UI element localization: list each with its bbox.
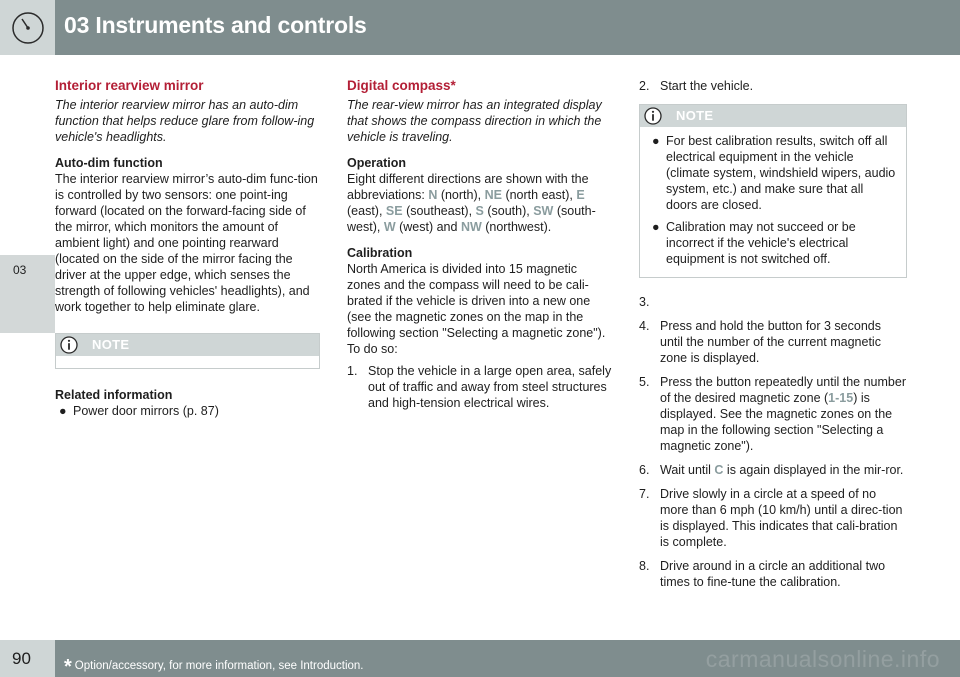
page-number-box — [0, 640, 55, 677]
column-middle — [347, 78, 612, 419]
step-number: 8. — [639, 559, 650, 573]
column-right — [639, 78, 907, 598]
subheading-auto-dim: Auto-dim function — [55, 156, 163, 170]
step-8 — [639, 558, 907, 590]
section-title-digital-compass: Digital compass* — [347, 78, 456, 93]
section-intro: The rear-view mirror has an integrated display that shows the compass direction in which the vehicle is traveling. — [347, 98, 602, 144]
subheading-operation: Operation — [347, 156, 407, 170]
note-body — [56, 356, 319, 368]
section-intro: The interior rearview mirror has an auto-dim function that helps reduce glare from follow-ing vehicle's headlights. — [55, 98, 315, 144]
direction-label: (northwest). — [481, 220, 552, 234]
note-list — [648, 133, 898, 267]
step-2 — [639, 78, 907, 94]
header-icon-box — [0, 0, 55, 55]
note-box — [639, 104, 907, 278]
direction-label: (west) and — [395, 220, 461, 234]
step-text: ) is displayed. See the magnetic zones on the map in the following section "Selecting a magnetic zone"). — [660, 391, 893, 453]
step-7 — [639, 486, 907, 550]
step-text: Drive around in a circle an additional two times to fine-tune the calibration. — [660, 559, 886, 589]
note-header — [640, 105, 906, 127]
step-text: Press and hold the button for 3 seconds until the number of the current magnetic zone is displayed. — [660, 319, 881, 365]
side-bar — [0, 55, 55, 640]
note-box — [55, 333, 320, 369]
bullet-icon: ● — [652, 220, 660, 234]
direction-abbr: SE — [385, 204, 403, 218]
step-text: Stop the vehicle in a large open area, safely out of traffic and away from steel structures and high-tension electrical wires. — [368, 364, 612, 410]
direction-label: (southeast), — [402, 204, 476, 218]
operation-text: Eight different directions are shown with the abbreviations: — [347, 172, 589, 202]
note-item-text: For best calibration results, switch off all electrical equipment in the vehicle (climate system, windshield wipers, audio system, etc.) and make sure that all doors are closed. — [666, 134, 896, 212]
direction-abbr: S — [475, 204, 484, 218]
step-number: 6. — [639, 463, 650, 477]
speedometer-icon — [9, 9, 47, 47]
direction-label: (north east), — [501, 188, 577, 202]
step-number: 2. — [639, 79, 650, 93]
related-link-power-door-mirrors[interactable] — [55, 403, 320, 419]
direction-abbr: SW — [533, 204, 554, 218]
step-text: Drive slowly in a circle at a speed of no more than 6 mph (10 km/h) until a direc-tion is displayed. This indicates that cali-bration is complete. — [660, 487, 903, 549]
step-4 — [639, 318, 907, 366]
page-footer — [0, 640, 960, 677]
step-text: Start the vehicle. — [660, 79, 754, 93]
step-text: is again displayed in the mir-ror. — [723, 463, 904, 477]
note-label: NOTE — [92, 337, 130, 352]
step-number: 5. — [639, 375, 650, 389]
step-5 — [639, 374, 907, 454]
footnote-text: Option/accessory, for more information, see Introduction. — [74, 660, 364, 672]
step-6 — [639, 462, 907, 478]
calibration-steps — [347, 363, 612, 411]
chapter-tab-label: 03 — [13, 263, 27, 277]
page-number: 90 — [12, 649, 31, 668]
operation-body — [347, 171, 612, 235]
direction-label: (east), — [347, 204, 386, 218]
column-left — [55, 78, 320, 425]
related-info-heading: Related information — [55, 388, 173, 402]
page-header — [0, 0, 960, 55]
subheading-calibration: Calibration — [347, 246, 413, 260]
note-item-text: Calibration may not succeed or be incorrect if the vehicle's electrical equipment is not switched off. — [666, 220, 856, 266]
calibration-indicator-c: C — [714, 463, 724, 477]
bullet-icon: ● — [652, 134, 660, 148]
step-number: 3. — [639, 295, 650, 309]
info-icon — [644, 107, 662, 125]
direction-label: (north), — [437, 188, 485, 202]
section-title-rearview-mirror: Interior rearview mirror — [55, 78, 204, 93]
note-item — [648, 133, 898, 213]
note-header — [56, 334, 319, 356]
zone-range: 1-15 — [828, 391, 854, 405]
bullet-icon: ● — [59, 404, 67, 418]
step-3 — [639, 294, 907, 310]
calibration-steps-continued — [639, 78, 907, 94]
info-icon — [60, 336, 78, 354]
related-link-text: Power door mirrors (p. 87) — [73, 404, 219, 418]
note-label: NOTE — [676, 108, 714, 123]
note-item — [648, 219, 898, 267]
step-number: 1. — [347, 364, 358, 378]
footer-footnote — [64, 652, 364, 675]
direction-abbr: W — [383, 220, 396, 234]
direction-label: (south-west), — [347, 204, 596, 234]
note-body — [640, 127, 906, 277]
auto-dim-body: The interior rearview mirror’s auto-dim func-tion is controlled by two sensors: one point-ing forward (located on the forward-facing side of the mirror, which monitors the amount of ambient light) and one pointing rearward (located on the side of the mirror facing the driver at the upper edge, which senses the strength of following vehicles' headlights), and work together to help eliminate glare. — [55, 172, 318, 314]
page-title: 03 Instruments and controls — [64, 12, 367, 38]
step-text: Press the button repeatedly until the number of the desired magnetic zone ( — [660, 375, 906, 405]
step-number: 7. — [639, 487, 650, 501]
direction-label: (south), — [483, 204, 534, 218]
direction-abbr: N — [428, 188, 438, 202]
direction-abbr: NW — [460, 220, 482, 234]
watermark: carmanualsonline.info — [705, 646, 940, 672]
direction-abbr: E — [576, 188, 585, 202]
related-info-list — [55, 403, 320, 419]
direction-abbr: NE — [484, 188, 502, 202]
step-text: Wait until — [660, 463, 715, 477]
footnote-star: * — [64, 656, 72, 677]
step-number: 4. — [639, 319, 650, 333]
calibration-body: North America is divided into 15 magnetic zones and the compass will need to be cali-brated if the vehicle is driven into a new one (see the magnetic zones on the map in the following section "Selecting a magnetic zone"). To do so: — [347, 262, 606, 356]
step-1 — [347, 363, 612, 411]
calibration-steps-continued — [639, 294, 907, 590]
chapter-tab — [0, 255, 55, 333]
